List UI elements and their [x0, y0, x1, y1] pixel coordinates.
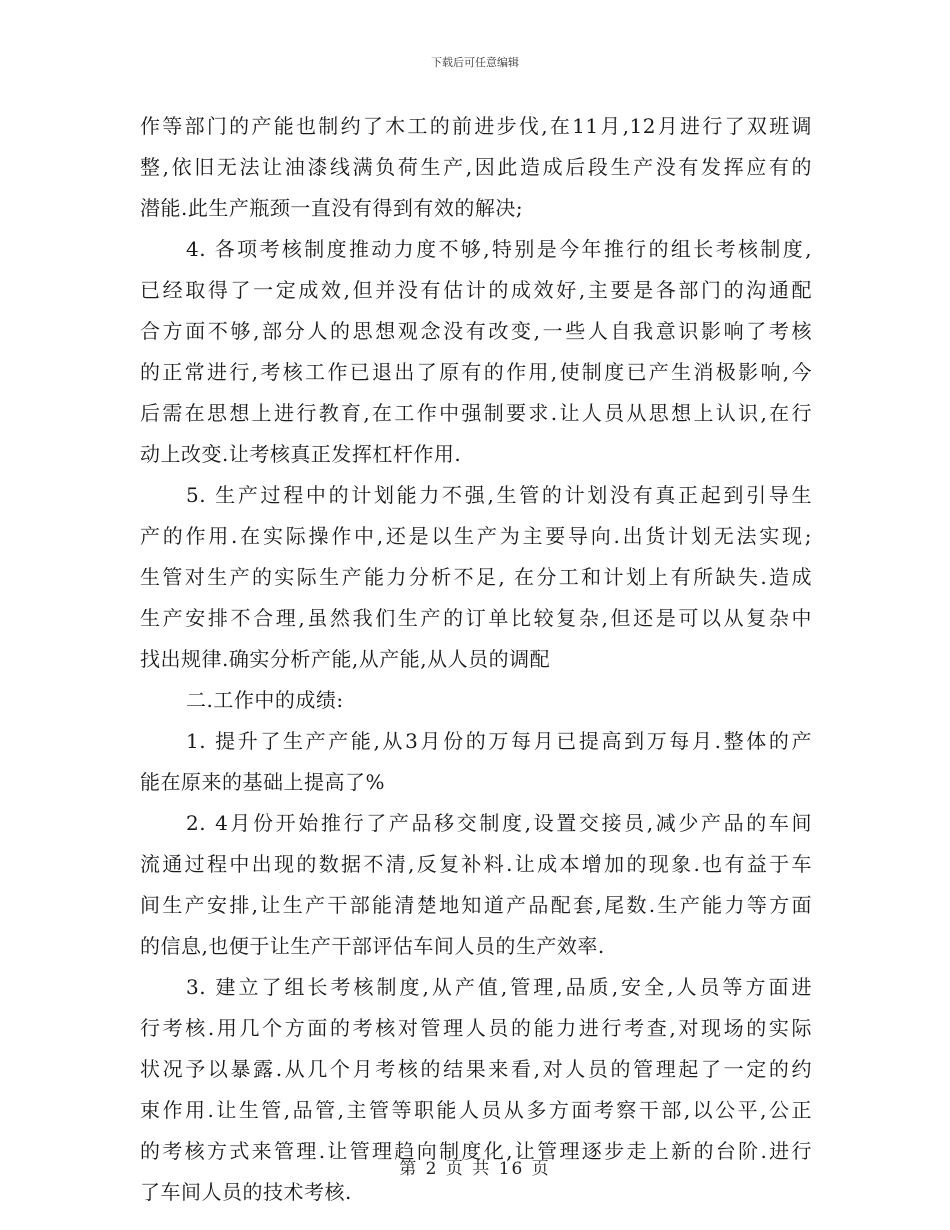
text-line: 后需在思想上进行教育,在工作中强制要求.让人员从思想上认识,在行 — [140, 401, 812, 425]
text-line: 找出规律.确实分析产能,从产能,从人员的调配 — [140, 647, 551, 671]
page-footer: 第 2 页 共 16 页 — [399, 1159, 551, 1179]
text-line: 的正常进行,考核工作已退出了原有的作用,使制度已产生消极影响,今 — [140, 360, 812, 384]
text-line: 产的作用.在实际操作中,还是以生产为主要导向.出货计划无法实现; — [140, 524, 812, 548]
page-header: 下载后可任意编辑 — [431, 56, 519, 69]
text-line: 束作用.让生管,品管,主管等职能人员从多方面考察干部,以公平,公正 — [140, 1098, 812, 1122]
text-line: 二.工作中的成绩: — [186, 688, 344, 712]
text-line: 的考核方式来管理.让管理趋向制度化,让管理逐步走上新的台阶.进行 — [140, 1139, 812, 1163]
text-line: 5. 生产过程中的计划能力不强,生管的计划没有真正起到引导生 — [186, 483, 812, 507]
text-line: 2. 4月份开始推行了产品移交制度,设置交接员,减少产品的车间 — [186, 811, 812, 835]
text-line: 整,依旧无法让油漆线满负荷生产,因此造成后段生产没有发挥应有的 — [140, 155, 812, 179]
text-line: 生产安排不合理,虽然我们生产的订单比较复杂,但还是可以从复杂中 — [140, 606, 812, 630]
text-line: 的信息,也便于让生产干部评估车间人员的生产效率. — [140, 934, 605, 958]
text-line: 4. 各项考核制度推动力度不够,特别是今年推行的组长考核制度, — [186, 237, 812, 261]
text-line: 流通过程中出现的数据不清,反复补料.让成本增加的现象.也有益于车 — [140, 852, 812, 876]
text-line: 1. 提升了生产产能,从3月份的万每月已提高到万每月.整体的产 — [186, 729, 812, 753]
text-line: 能在原来的基础上提高了% — [140, 770, 386, 794]
text-line: 行考核.用几个方面的考核对管理人员的能力进行考查,对现场的实际 — [140, 1016, 812, 1040]
text-line: 生管对生产的实际生产能力分析不足, 在分工和计划上有所缺失.造成 — [140, 565, 812, 589]
text-line: 动上改变.让考核真正发挥杠杆作用. — [140, 442, 462, 466]
document-body — [140, 106, 812, 1213]
text-line: 状况予以暴露.从几个月考核的结果来看,对人员的管理起了一定的约 — [140, 1057, 812, 1081]
text-line: 3. 建立了组长考核制度,从产值,管理,品质,安全,人员等方面进 — [186, 975, 812, 999]
text-line: 潜能.此生产瓶颈一直没有得到有效的解决; — [140, 196, 524, 220]
text-line: 合方面不够,部分人的思想观念没有改变,一些人自我意识影响了考核 — [140, 319, 812, 343]
text-line: 了车间人员的技术考核. — [140, 1180, 352, 1204]
text-line: 已经取得了一定成效,但并没有估计的成效好,主要是各部门的沟通配 — [140, 278, 812, 302]
text-line: 作等部门的产能也制约了木工的前进步伐,在11月,12月进行了双班调 — [140, 114, 812, 138]
text-line: 间生产安排,让生产干部能清楚地知道产品配套,尾数.生产能力等方面 — [140, 893, 812, 917]
